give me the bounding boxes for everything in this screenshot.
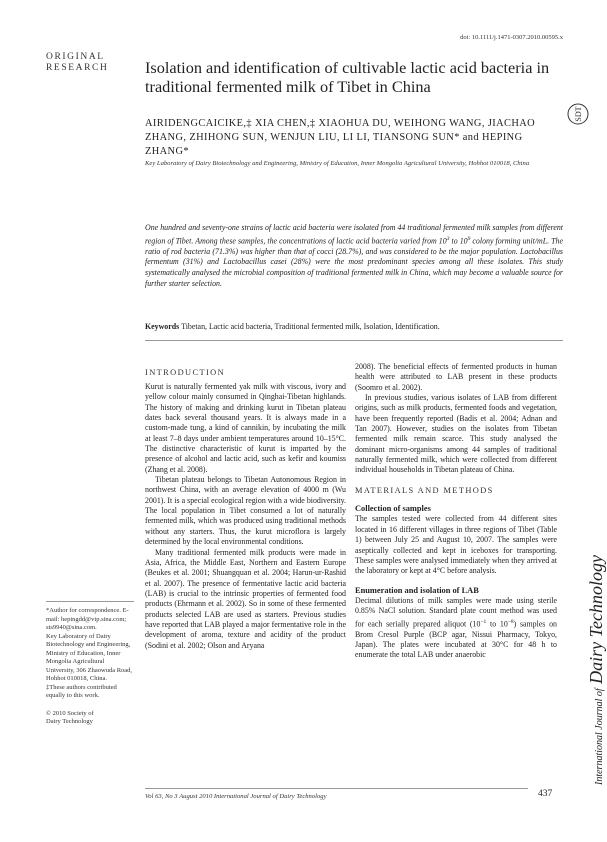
article-title: Isolation and identification of cultivable lactic acid bacteria in traditional fermented milk of Tibet in China: [145, 58, 550, 96]
page-number: 437: [538, 789, 553, 799]
enumeration-part-b: to 10: [486, 619, 508, 629]
doi-text: doi: 10.1111/j.1471-0307.2010.00595.x: [460, 34, 563, 41]
copyright-line2: Dairy Technology: [46, 718, 93, 725]
keywords-text: Tibetan, Lactic acid bacteria, Traditional fermented milk, Isolation, Identification.: [181, 322, 440, 331]
collection-subheading: Collection of samples: [355, 504, 431, 514]
abstract-divider: [145, 340, 563, 341]
intro-paragraph-3: Many traditional fermented milk products were made in Asia, Africa, the Middle East, Northern and Eastern Europe (Beukes et al. 2001; Shuangquan et al. 2004; Harun-ur-Rashid et al. 2007). The presence of fermentative lactic acid bacteria (LAB) is crucial to the intrinsic properties of fermented food products (Ehrmann et al. 2002). So in some of these fermented products selected LAB are used as starters. Previous studies have reported that LAB played a major fermentative role in the development of aroma, texture and acidity of the product (Sodini et al. 2002; Olson and Aryana: [145, 547, 346, 650]
note-divider: [46, 601, 134, 602]
article-type-line2: RESEARCH: [46, 63, 109, 73]
abstract-sup2: 9: [467, 235, 471, 242]
enumeration-sup-2: −8: [507, 618, 514, 625]
enumeration-sup-1: −1: [480, 618, 487, 625]
article-type-label: [46, 52, 108, 74]
abstract: [145, 223, 563, 289]
methods-heading: MATERIALS AND METHODS: [355, 485, 494, 495]
correspondence-note: *Author for correspondence. E-mail: hepingdd@vip.sina.com; sts9940@sina.com.: [46, 607, 129, 631]
author-list: AIRIDENGCAICIKE,‡ XIA CHEN,‡ XIAOHUA DU, WEIHONG WANG, JIACHAO ZHANG, ZHIHONG SUN, WENJUN LIU, LI LI, TIANSONG SUN* and HEPING ZHANG*: [145, 118, 536, 157]
abstract-part2: to 10: [449, 236, 468, 246]
article-type-line1: ORIGINAL: [46, 52, 105, 62]
margin-note: [46, 607, 134, 727]
abstract-part3: colony forming unit/mL. The ratio of rod bacteria (71.3%) was higher than that of cocci (28.7%), and was considered to be the major population. Lactobacillus fermentum (31%) and Lactobacillus casei (28%) were the most predominant species among all these isolates. This study systematically analysed the microbial composition of traditional fermented milk in China, which may become a valuable source for further starter selection.: [145, 236, 564, 288]
enumeration-paragraph: [355, 596, 557, 661]
right-column: [355, 362, 557, 661]
society-logo: [567, 92, 589, 136]
logo-text: SDT: [574, 106, 583, 122]
intro-paragraph-2: Tibetan plateau belongs to Tibetan Autonomous Region in northwest China, with an average elevation of 4000 m (Wu 2001). It is a special ecological region with a wide biodiversity. The local population in Tibet consumed a lot of naturally fermented milk, which was produced using traditional methods without any starters. Thus, the kurut microflora is largely determined by the local environmental conditions.: [145, 475, 346, 547]
introduction-heading: INTRODUCTION: [145, 368, 226, 377]
right-paragraph-2: In previous studies, various isolates of LAB from different origins, such as milk products, fermented foods and vegetation, have been frequently reported (Badis et al. 2004; Adnan and Tan 2007). However, studies on the isolates from Tibetan fermented milk remain scarce. This study analysed the dominant micro-organisms among 44 samples of traditional naturally fermented milk, which were collected from different individual households in Tibetan plateau of China.: [355, 393, 557, 475]
footer-citation: Vol 63, No 3 August 2010 International Journal of Dairy Technology: [145, 793, 327, 800]
journal-side-small: International Journal of: [594, 688, 605, 785]
abstract-part1: One hundred and seventy-one strains of lactic acid bacteria were isolated from 44 traditional fermented milk samples from different region of Tibet. Among these samples, the concentrations of lactic acid bacteria varied from 10: [145, 223, 563, 246]
right-paragraph-1: 2008). The beneficial effects of fermented products in human health were attributed to LAB present in these products (Soomro et al. 2002).: [355, 362, 557, 392]
equal-contribution-note: ‡These authors contributed equally to this work.: [46, 683, 117, 699]
journal-side-big: Dairy Technology: [586, 555, 606, 684]
address-note: Key Laboratory of Dairy Biotechnology and Engineering, Ministry of Education, Inner Mongolia Agricultural University, 306 Zhaowuda Road, Hohhot 010018, China.: [46, 632, 133, 682]
enumeration-part-a: Decimal dilutions of milk samples were made using sterile 0.85% NaCl solution. Standard plate count method was used for each serially prepared aliquot (10: [355, 595, 557, 629]
affiliation: Key Laboratory of Dairy Biotechnology and Engineering, Ministry of Education, Inner Mongolia Agricultural University, Hohhot 010018, China: [145, 160, 530, 167]
enumeration-part-c: ) samples on Brom Cresol Purple (BCP agar, Nissui Pharmacy, Tokyo, Japan). The plates were incubated at 30°C for 48 h to enumerate the total LAB under anaerobic: [355, 619, 557, 660]
left-column: [145, 382, 346, 651]
enumeration-subheading: Enumeration and isolation of LAB: [355, 585, 479, 595]
abstract-sup1: 3: [446, 235, 450, 242]
copyright-line1: © 2010 Society of: [46, 709, 94, 717]
collection-paragraph: The samples tested were collected from 44 different sites located in 16 different villages in three regions of Tibet (Table 1) between July 25 and August 10, 2007. The samples were aseptically collected and kept in iceboxes for transporting. These samples were analysed immediately when they arrived at the laboratory or kept at 4°C before analysis.: [355, 514, 557, 576]
footer-divider: [145, 788, 528, 789]
intro-paragraph-1: Kurut is naturally fermented yak milk with viscous, ivory and yellow colour mainly consumed in Qinghai-Tibetan highlands. The history of making and drinking kurut in Tibetan plateau dates back several thousand years. It is always made in a custom-made tung, a kind of cannikin, by incubating the milk at least 7–8 days under ambient temperatures around 10–15°C. The distinctive characteristic of kurut is imparted by the presence of alcohol and lactic acid, such as kefir and koumiss (Zhang et al. 2008).: [145, 382, 346, 474]
keywords-label: Keywords: [145, 322, 180, 331]
journal-side-title: [586, 555, 607, 785]
keywords: [145, 322, 563, 331]
